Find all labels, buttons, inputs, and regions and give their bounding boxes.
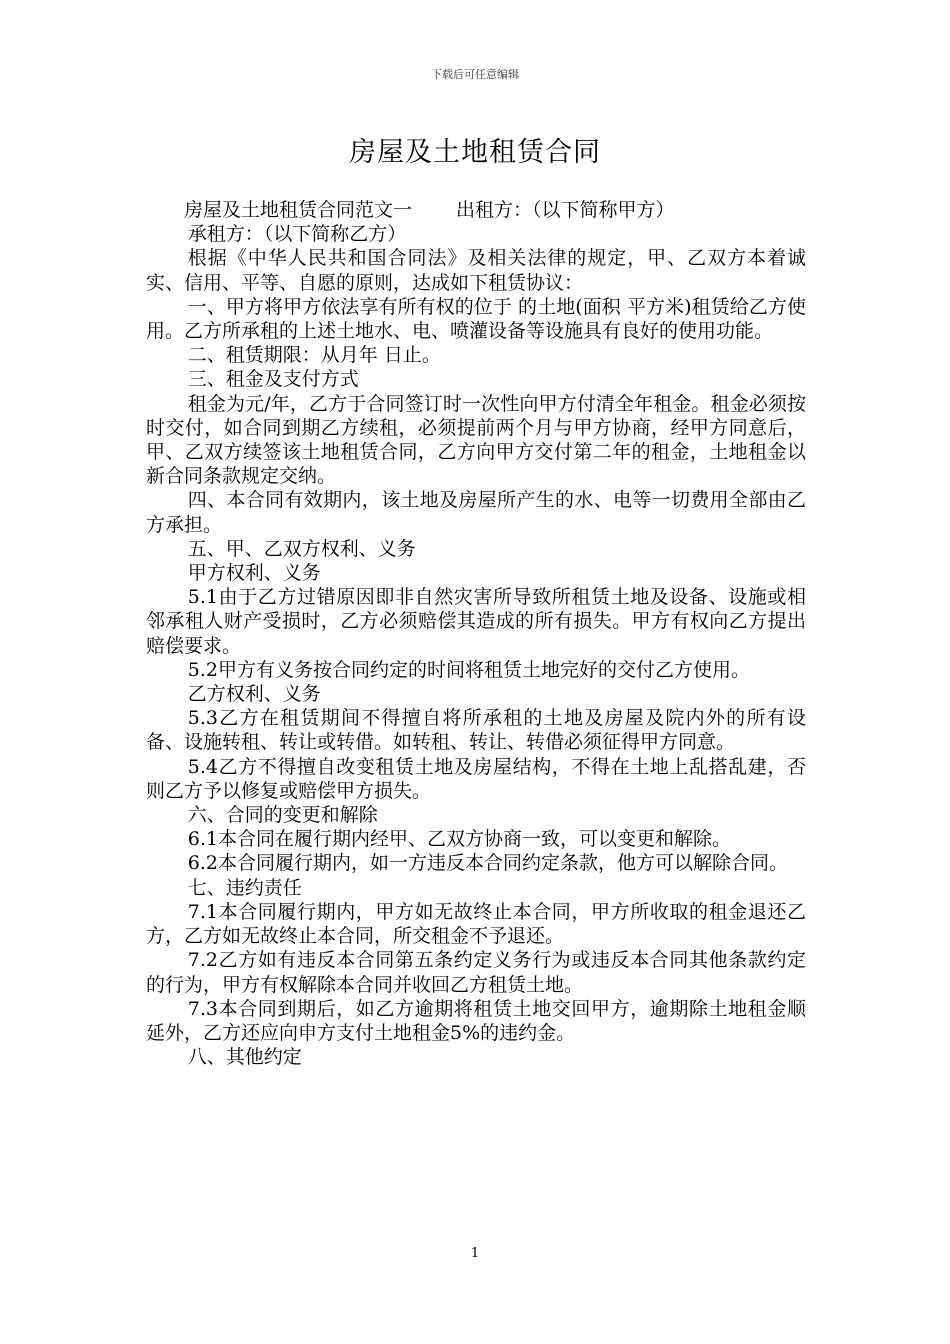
- paragraph-clause-3-body: 租金为元/年，乙方于合同签订时一次性向甲方付清全年租金。租金必须按时交付，如合同到期乙方续租，必须提前两个月与甲方协商，经甲方同意后，甲、乙双方续签该土地租赁合同，乙方向甲方交付第二年的租金，土地租金以新合同条款规定交纳。: [146, 392, 806, 488]
- lessor-label: 出租方：（以下简称甲方）: [456, 199, 675, 221]
- paragraph-clause-6-heading: 六、合同的变更和解除: [187, 804, 378, 827]
- paragraph-7-2: 7.2乙方如有违反本合同第五条约定义务行为或违反本合同其他条款约定的行为，甲方有权解除本合同并收回乙方租赁土地。: [146, 949, 806, 996]
- paragraph-5-1: 5.1由于乙方过错原因即非自然灾害所导致所租赁土地及设备、设施或相邻承租人财产受损时，乙方必须赔偿其造成的所有损失。甲方有权向乙方提出赔偿要求。: [146, 586, 806, 657]
- paragraph-7-3: 7.3本合同到期后，如乙方逾期将租赁土地交回甲方，逾期除土地租金顺延外，乙方还应向申方支付土地租金5%的违约金。: [146, 997, 806, 1044]
- paragraph-5-4: 5.4乙方不得擅自改变租赁土地及房屋结构，不得在土地上乱搭乱建，否则乙方予以修复或赔偿甲方损失。: [146, 755, 806, 802]
- header-note: 下载后可任意编辑: [431, 68, 519, 81]
- paragraph-party-b-heading: 乙方权利、义务: [187, 683, 321, 706]
- paragraph-5-3: 5.3乙方在租赁期间不得擅自将所承租的土地及房屋及院内外的所有设备、设施转租、转让或转借。如转租、转让、转借必须征得甲方同意。: [146, 707, 806, 754]
- document-title: 房屋及土地租赁合同: [349, 137, 601, 168]
- sample-label: 房屋及土地租赁合同范文一: [184, 199, 413, 221]
- contract-body: [146, 198, 806, 1069]
- intro-line: [146, 198, 806, 222]
- paragraph-5-2: 5.2甲方有义务按合同约定的时间将租赁土地完好的交付乙方使用。: [187, 658, 751, 681]
- paragraph-6-1: 6.1本合同在履行期内经甲、乙双方协商一致，可以变更和解除。: [187, 828, 732, 851]
- paragraph-clause-3-heading: 三、租金及支付方式: [187, 368, 359, 391]
- paragraph-clause-2: 二、租赁期限：从月年 日止。: [187, 344, 441, 367]
- paragraph-clause-7-heading: 七、违约责任: [187, 876, 302, 899]
- paragraph-clause-8-heading: 八、其他约定: [187, 1046, 302, 1069]
- paragraph-clause-1: 一、甲方将甲方依法享有所有权的位于 的土地(面积 平方米)租赁给乙方使用。乙方所承租的上述土地水、电、喷灌设备等设施具有良好的使用功能。: [146, 295, 806, 343]
- paragraph-clause-4: 四、本合同有效期内，该土地及房屋所产生的水、电等一切费用全部由乙方承担。: [146, 489, 806, 536]
- paragraph-party-a-heading: 甲方权利、义务: [187, 562, 321, 585]
- paragraph-lessee: 承租方：（以下简称乙方）: [187, 223, 407, 246]
- paragraph-7-1: 7.1本合同履行期内，甲方如无故终止本合同，甲方所收取的租金退还乙方，乙方如无故终止本合同，所交租金不予退还。: [146, 900, 806, 948]
- paragraph-clause-5-heading: 五、甲、乙双方权利、义务: [187, 537, 416, 560]
- paragraph-preamble: 根据《中华人民共和国合同法》及相关法律的规定，甲、乙双方本着诚实、信用、平等、自愿的原则，达成如下租赁协议：: [146, 247, 806, 294]
- page-number: 1: [470, 1246, 480, 1261]
- paragraph-6-2: 6.2本合同履行期内，如一方违反本合同约定条款，他方可以解除合同。: [187, 852, 789, 875]
